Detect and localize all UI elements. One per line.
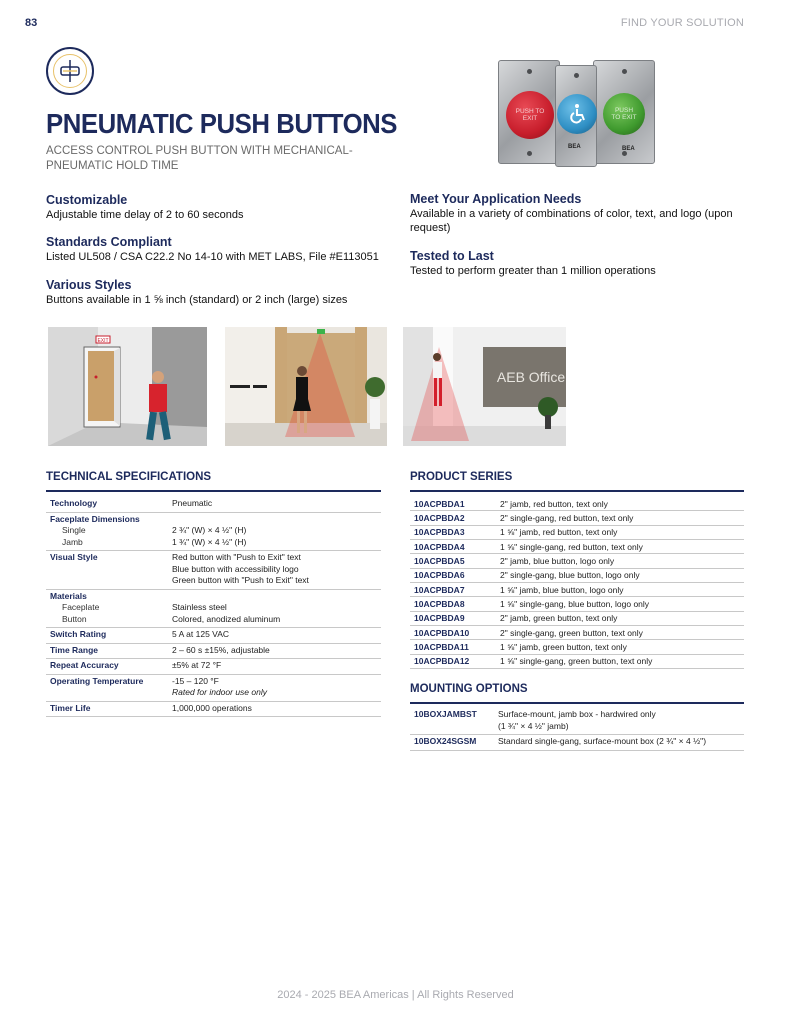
spec-sublabel: Single (62, 525, 86, 535)
product-code: 10ACPBDA1 (414, 498, 465, 509)
photo-office-entrance (403, 327, 566, 446)
office-sign-text: AEB Office (496, 369, 566, 385)
spec-note: Rated for indoor use only (172, 687, 267, 697)
spec-value: 1,000,000 operations (172, 702, 252, 713)
footer-copyright: 2024 - 2025 BEA Americas | All Rights Reserved (277, 989, 514, 1001)
feature-title: Tested to Last (410, 249, 494, 263)
product-code: 10ACPBDA7 (414, 584, 465, 595)
blue-accessibility-button (557, 94, 597, 134)
spec-value: Green button with "Push to Exit" text (172, 575, 309, 585)
table-row (410, 708, 744, 735)
spec-value: -15 – 120 °F (172, 675, 219, 686)
page-number: 83 (25, 17, 38, 29)
feature-tested-to-last (410, 249, 755, 278)
feature-title: Standards Compliant (46, 235, 172, 249)
spec-label: Operating Temperature (50, 675, 144, 686)
table-row (410, 497, 744, 511)
mounting-options-heading: MOUNTING OPTIONS (410, 683, 528, 695)
product-code: 10ACPBDA2 (414, 513, 465, 524)
spec-value: Pneumatic (172, 498, 213, 508)
spec-value: Red button with "Push to Exit" text (172, 552, 301, 562)
product-description: 2" jamb, blue button, logo only (500, 556, 615, 567)
spec-sublabel: Button (62, 613, 87, 624)
product-description: 1 ⅝" jamb, blue button, logo only (500, 584, 624, 595)
push-buttons-product-image (498, 57, 656, 167)
spec-row-operating-temperature (46, 675, 381, 702)
table-row (410, 569, 744, 583)
spec-row-materials (46, 590, 381, 629)
spec-value: Colored, anodized aluminum (172, 613, 281, 624)
tech-specs-rule (46, 490, 381, 492)
spec-sublabel: Faceplate (62, 602, 100, 612)
product-code: 10ACPBDA6 (414, 570, 465, 581)
spec-row-timer-life (46, 702, 381, 718)
red-push-button (506, 91, 554, 139)
product-description: 2" single-gang, green button, text only (500, 627, 643, 638)
product-code: 10ACPBDA12 (414, 656, 470, 667)
spec-row-switch-rating (46, 628, 381, 644)
spec-label: Timer Life (50, 702, 91, 713)
spec-row-visual-style (46, 551, 381, 590)
push-button-category-icon (46, 47, 94, 95)
feature-standards (46, 235, 391, 264)
product-description: 2" jamb, red button, text only (500, 498, 608, 509)
table-row (410, 612, 744, 626)
product-code: 10ACPBDA5 (414, 556, 465, 567)
table-row (410, 526, 744, 540)
spec-label: Technology (50, 498, 98, 508)
product-code: 10ACPBDA9 (414, 613, 465, 624)
product-code: 10ACPBDA10 (414, 627, 470, 638)
product-code: 10ACPBDA4 (414, 541, 465, 552)
product-description: 1 ⅝" jamb, green button, text only (500, 642, 627, 653)
table-row (410, 511, 744, 525)
spec-sublabel: Jamb (62, 536, 83, 547)
feature-customizable (46, 193, 391, 222)
spec-value: ±5% at 72 °F (172, 660, 222, 670)
mounting-options-rule (410, 702, 744, 704)
spec-row-technology (46, 497, 381, 513)
tech-specs-heading: TECHNICAL SPECIFICATIONS (46, 471, 212, 483)
table-row (410, 735, 744, 751)
product-code: 10ACPBDA3 (414, 527, 465, 538)
table-row (410, 597, 744, 611)
illustration-exit-door (48, 327, 207, 446)
spec-row-repeat-accuracy (46, 659, 381, 675)
product-series-table (410, 497, 744, 669)
product-description: 2" jamb, green button, text only (500, 613, 618, 624)
product-description: 1 ⅝" jamb, red button, text only (500, 527, 618, 538)
feature-title: Customizable (46, 193, 128, 207)
feature-text: Buttons available in 1 ⅝ inch (standard) or 2 inch (large) sizes (46, 294, 348, 306)
table-row (410, 655, 744, 669)
spec-row-time-range (46, 644, 381, 660)
feature-text: Adjustable time delay of 2 to 60 seconds (46, 209, 244, 221)
spec-label: Switch Rating (50, 629, 107, 639)
find-your-solution-link[interactable]: FIND YOUR SOLUTION (620, 17, 744, 29)
spec-label: Repeat Accuracy (50, 660, 119, 670)
mounting-code: 10BOX24SGSM (414, 736, 477, 746)
product-description: 1 ⅝" single-gang, green button, text only (500, 656, 653, 667)
product-code: 10ACPBDA11 (414, 642, 469, 653)
table-row (410, 554, 744, 568)
green-button-text: PUSH TO EXIT (611, 107, 637, 121)
spec-value: 5 A at 125 VAC (172, 629, 230, 639)
spec-label: Faceplate Dimensions (50, 513, 140, 524)
spec-value: Stainless steel (172, 602, 227, 612)
mounting-description-line2: (1 ¾" × 4 ½" jamb) (498, 720, 569, 731)
spec-value: 2 – 60 s ±15%, adjustable (172, 644, 270, 655)
mounting-description: Standard single-gang, surface-mount box (2 ¾" × 4 ½") (498, 736, 707, 746)
feature-various-styles (46, 278, 391, 307)
bea-brand-mark-center: BEA (568, 144, 581, 150)
spec-value: 1 ¾" (W) × 4 ½" (H) (172, 536, 247, 547)
product-description: 1 ⅝" single-gang, blue button, logo only (500, 599, 650, 610)
feature-text: Available in a variety of combinations of color, text, and logo (upon request) (410, 208, 733, 234)
page-subtitle: ACCESS CONTROL PUSH BUTTON WITH MECHANICAL-PNEUMATIC HOLD TIME (46, 145, 353, 172)
feature-title: Various Styles (46, 278, 132, 292)
mounting-code: 10BOXJAMBST (414, 709, 477, 719)
green-push-button (603, 93, 645, 135)
red-button-text: PUSH TO EXIT (515, 108, 545, 122)
photo-woman-walking-through-door (225, 327, 387, 446)
page-title: PNEUMATIC PUSH BUTTONS (46, 108, 398, 139)
product-series-heading: PRODUCT SERIES (410, 471, 513, 483)
table-row (410, 640, 744, 654)
mounting-options-table (410, 708, 744, 751)
product-series-rule (410, 490, 744, 492)
spec-label: Visual Style (50, 552, 98, 562)
product-code: 10ACPBDA8 (414, 599, 465, 610)
wheelchair-icon (565, 102, 589, 126)
spec-label: Time Range (50, 644, 99, 655)
product-description: 1 ⅝" single-gang, red button, text only (500, 541, 643, 552)
feature-text: Listed UL508 / CSA C22.2 No 14-10 with MET LABS, File #E113051 (46, 251, 379, 263)
table-row (410, 540, 744, 554)
table-row (410, 583, 744, 597)
mounting-description: Surface-mount, jamb box - hardwired only (498, 709, 656, 719)
spec-label: Materials (50, 590, 87, 601)
exit-sign-text: EXIT (97, 338, 109, 344)
spec-value: 2 ¾" (W) × 4 ½" (H) (172, 525, 247, 535)
feature-application-needs (410, 192, 755, 235)
spec-row-faceplate-dimensions (46, 513, 381, 552)
tech-specs-table (46, 497, 381, 717)
spec-value: Blue button with accessibility logo (172, 563, 299, 574)
product-description: 2" single-gang, red button, text only (500, 513, 634, 524)
feature-title: Meet Your Application Needs (410, 192, 582, 206)
product-description: 2" single-gang, blue button, logo only (500, 570, 640, 581)
feature-text: Tested to perform greater than 1 million operations (410, 265, 656, 277)
bea-brand-mark: BEA (622, 146, 635, 152)
table-row (410, 626, 744, 640)
